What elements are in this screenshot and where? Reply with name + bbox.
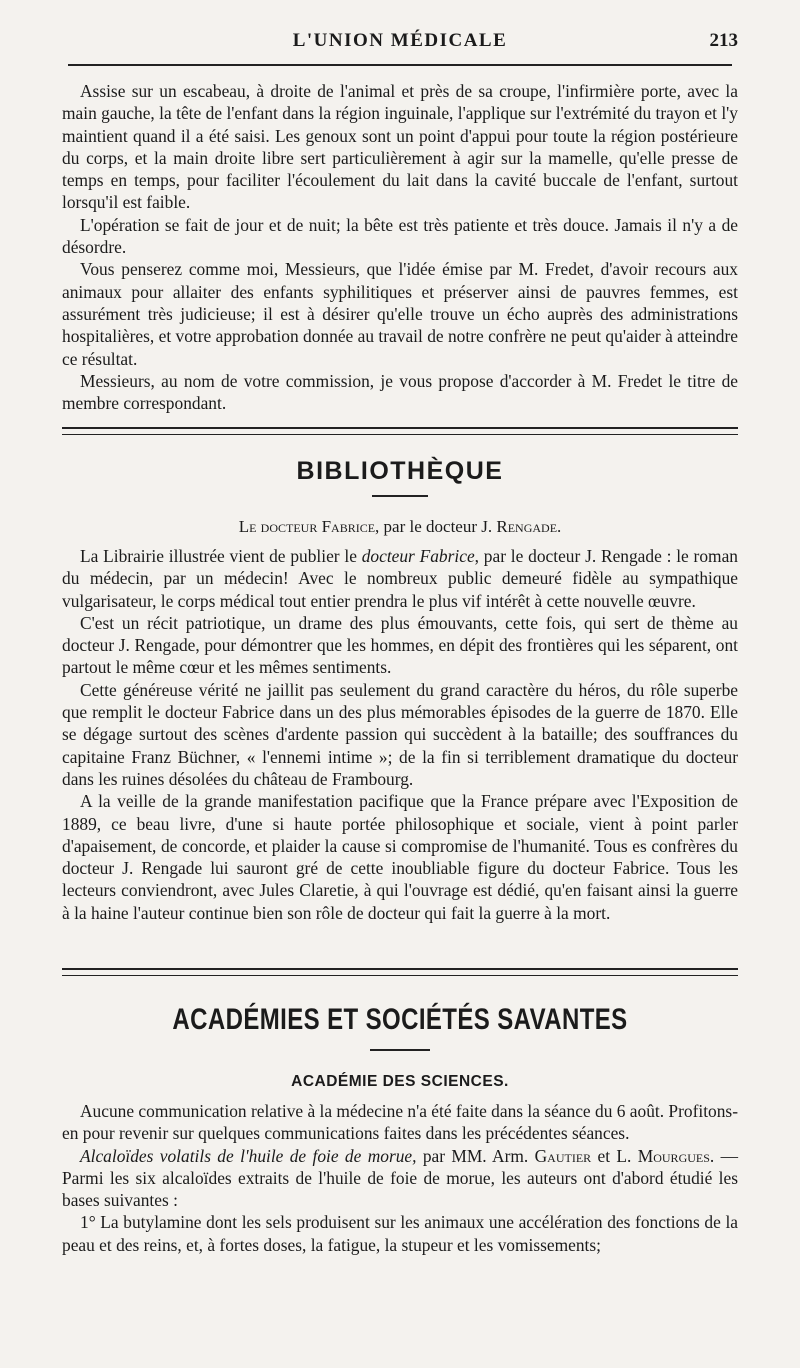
p2-and: et L. xyxy=(591,1145,638,1166)
section-divider xyxy=(62,968,738,976)
p2-italic: Alcaloïdes volatils de l'huile de foie de morue, xyxy=(80,1145,417,1166)
p1-before: La Librairie illustrée vient de publier le xyxy=(80,546,362,566)
running-title: L'UNION MÉDICALE xyxy=(292,30,508,51)
book-byline xyxy=(0,517,800,537)
commission-report xyxy=(62,80,738,414)
paragraph xyxy=(62,1145,738,1212)
academies-report xyxy=(62,1100,738,1256)
page-header xyxy=(62,30,738,64)
byline-end: . xyxy=(557,517,562,536)
paragraph: 1° La butylamine dont les sels produisent sur les animaux une accélération des fonctions de la peau et des reins, et, à fortes doses, la fatigue, la stupeur et les vomissements; xyxy=(62,1212,738,1255)
p2-after: . — Parmi les six alcaloïdes extraits de l'huile de foie de morue, les auteurs ont d'abord étudié les bases suivantes : xyxy=(62,1145,738,1211)
paragraph: L'opération se fait de jour et de nuit; la bête est très patiente et très douce. Jamais il n'y a de désordre. xyxy=(62,214,738,258)
p2-mid: par MM. Arm. xyxy=(416,1145,535,1166)
author-gautier: Gautier xyxy=(534,1145,592,1166)
p1-italic: docteur Fabrice xyxy=(361,546,475,566)
subsection-title: ACADÉMIE DES SCIENCES. xyxy=(291,1073,509,1090)
byline-mid: , par le docteur J. xyxy=(375,517,497,536)
author-mourgues: Mourgues xyxy=(637,1145,710,1166)
paragraph: Messieurs, au nom de votre commission, je vous propose d'accorder à M. Fredet le titre de membre correspondant. xyxy=(62,370,738,414)
paragraph: Vous penserez comme moi, Messieurs, que l'idée émise par M. Fredet, d'avoir recours aux animaux pour allaiter des enfants syphilitiques et préserver ainsi de pauvres femmes, est assurément très judicieuse; il est à désirer qu'elle trouve un écho auprès des administrations hospitalières, et votre approbation donnée au travail de notre confrère ne peut qu'aider à atteindre ce résultat. xyxy=(62,259,738,369)
book-review xyxy=(62,545,738,924)
paragraph xyxy=(62,545,738,612)
byline-author: Rengade xyxy=(496,517,558,536)
title-underline xyxy=(370,1049,430,1051)
header-rule xyxy=(68,64,732,66)
byline-book: Le docteur Fabrice xyxy=(238,517,376,536)
section-divider xyxy=(62,427,738,435)
page-number: 213 xyxy=(709,30,738,51)
p1-after: , par le docteur J. Rengade : le roman du médecin, par un médecin! Avec le nombreux public demeuré fidèle au sympathique vulgarisateur, le corps médical tout entier prendra le plus vif intérêt à cette nouvelle œuvre. xyxy=(62,546,738,611)
title-underline xyxy=(372,495,428,497)
paragraph: Cette généreuse vérité ne jaillit pas seulement du grand caractère du héros, du rôle superbe que remplit le docteur Fabrice dans un des plus mémorables épisodes de la guerre de 1870. Elle se dégage surtout des scènes d'ardente passion qui succèdent à la bataille; des souffrances du capitaine Franz Büchner, « l'ennemi intime »; de la fin si terriblement dramatique du docteur dans les ruines désolées du château de Frambourg. xyxy=(62,679,738,789)
section-title-academies: ACADÉMIES ET SOCIÉTÉS SAVANTES xyxy=(172,1003,628,1036)
paragraph: Assise sur un escabeau, à droite de l'animal et près de sa croupe, l'infirmière porte, avec la main gauche, la tête de l'enfant dans la région inguinale, l'applique sur l'extrémité du trayon et l'y maintient quand il a été saisi. Les genoux sont un point d'appui pour toute la région postérieure du corps, et la main droite libre sert particulièrement à agir sur la mamelle, qu'elle presse de temps en temps, pour faciliter l'écoulement du lait dans la cavité buccale de l'enfant, surtout lorsqu'il est faible. xyxy=(62,81,738,213)
paragraph: C'est un récit patriotique, un drame des plus émouvants, cette fois, qui sert de thème au docteur J. Rengade, pour démontrer que les hommes, en dépit des frontières qui les séparent, ont partout le même cœur et les mêmes sentiments. xyxy=(62,612,738,678)
section-title-bibliotheque: BIBLIOTHÈQUE xyxy=(296,457,504,485)
paragraph: A la veille de la grande manifestation pacifique que la France prépare avec l'Exposition de 1889, ce beau livre, d'une si haute portée philosophique et sociale, vient à point parler d'apaisement, de concorde, et plaider la cause si compromise de l'humanité. Tous es confrères du docteur J. Rengade lui sauront gré de cette inoubliable figure du docteur Fabrice. Tous les lecteurs conviendront, avec Jules Claretie, à qui l'ouvrage est dédié, qu'en faisant ainsi la guerre à la haine l'auteur continue bien son rôle de docteur qui fait la guerre à la mort. xyxy=(62,791,738,923)
paragraph: Aucune communication relative à la médecine n'a été faite dans la séance du 6 août. Profitons-en pour revenir sur quelques communications faites dans les précédentes séances. xyxy=(62,1101,738,1144)
